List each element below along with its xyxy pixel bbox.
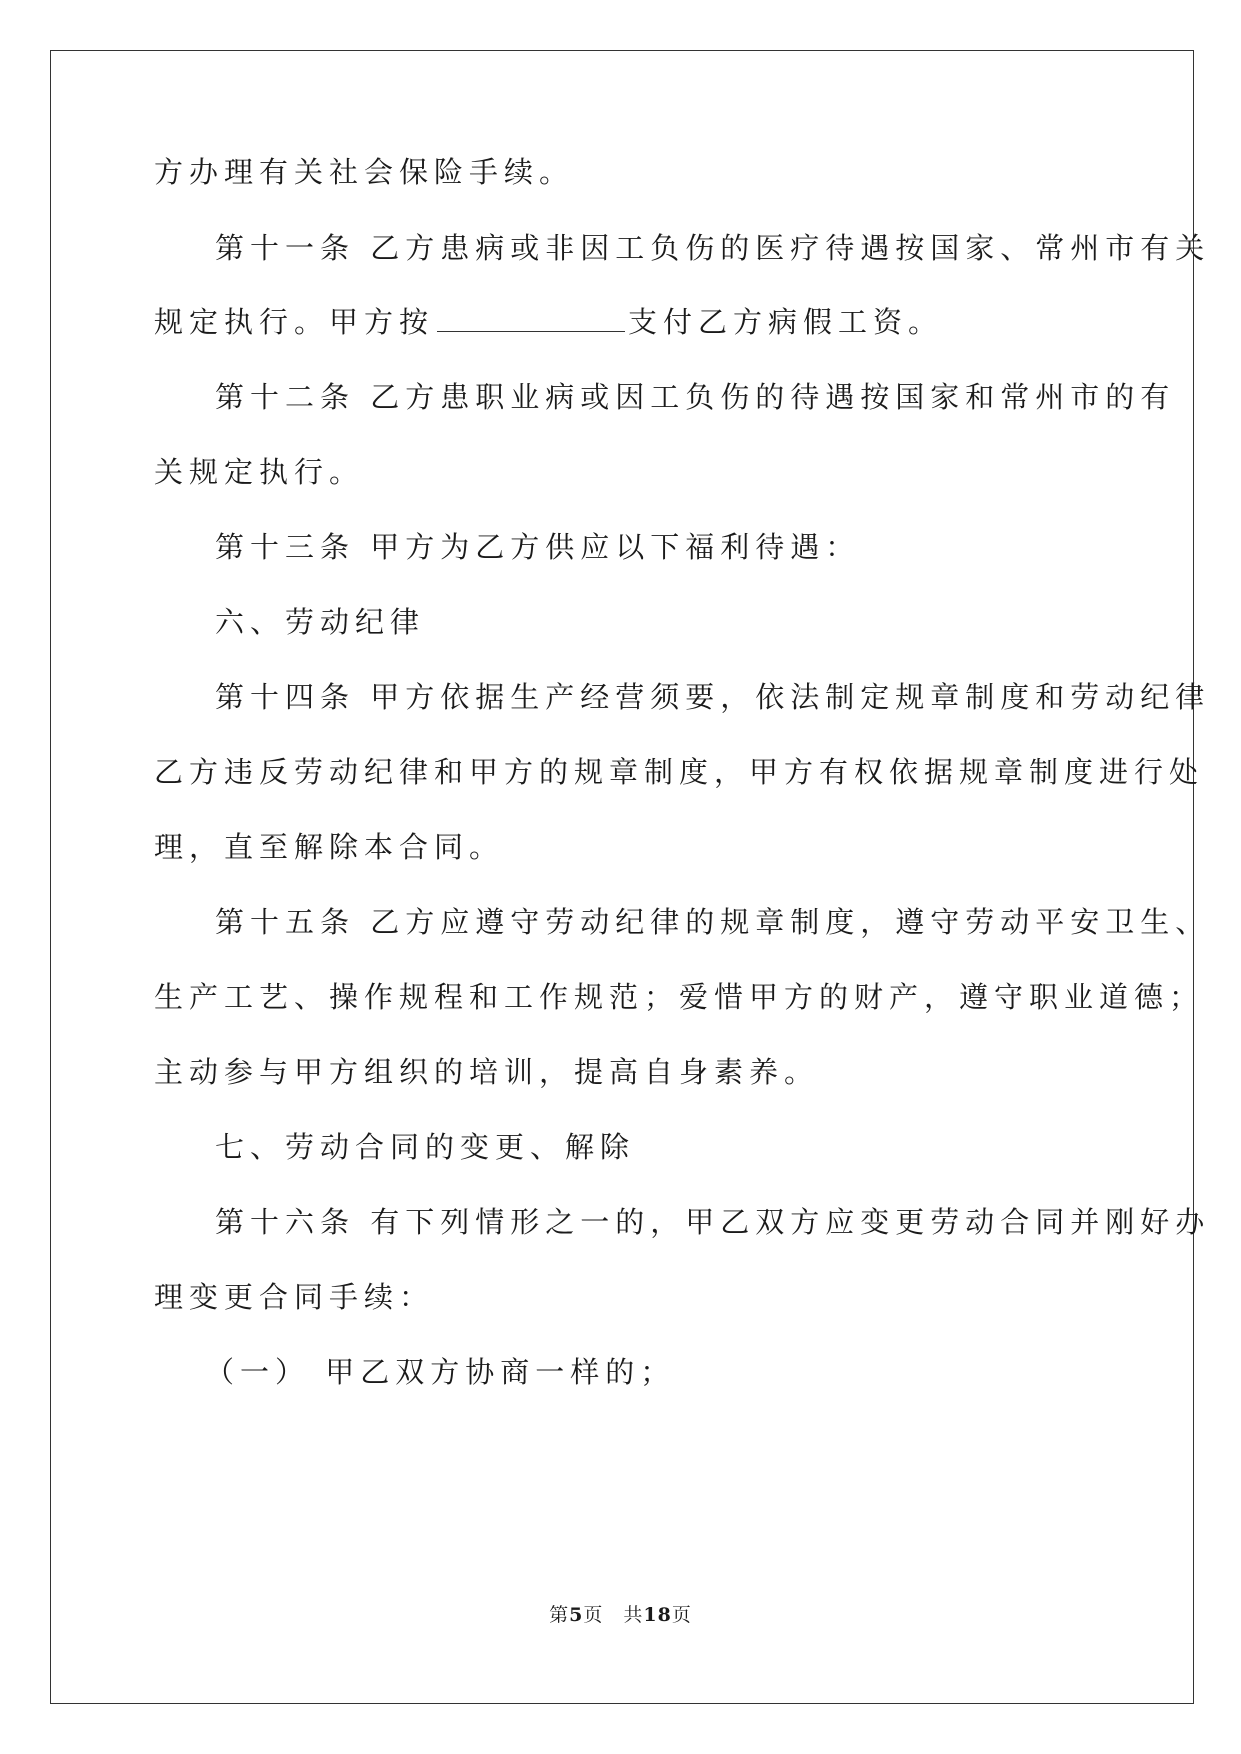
paragraph-line: 生产工艺、操作规程和工作规范；爱惜甲方的财产，遵守职业道德； [154,980,1205,1014]
paragraph-line: 理，直至解除本合同。 [154,830,505,864]
paragraph-line [154,302,943,342]
paragraph-line: 第十六条 有下列情形之一的，甲乙双方应变更劳动合同并刚好办 [215,1205,1211,1239]
paragraph-line: 主动参与甲方组织的培训，提高自身素养。 [154,1055,820,1089]
page-footer [0,1602,1241,1628]
paragraph-line: 第十四条 甲方依据生产经营须要，依法制定规章制度和劳动纪律 [215,680,1211,714]
paragraph-line: 第十三条 甲方为乙方供应以下福利待遇： [215,530,861,564]
paragraph-line: 第十五条 乙方应遵守劳动纪律的规章制度，遵守劳动平安卫生、 [215,905,1211,939]
text-segment: 支付乙方病假工资。 [628,305,944,339]
fill-in-blank [437,305,625,332]
list-item: （一） 甲乙双方协商一样的； [205,1355,676,1389]
footer-prefix: 第 [549,1604,570,1626]
paragraph-line: 第十二条 乙方患职业病或因工负伤的待遇按国家和常州市的有 [215,380,1176,414]
footer-middle: 页 共 [583,1604,644,1626]
paragraph-line: 乙方违反劳动纪律和甲方的规章制度，甲方有权依据规章制度进行处 [154,755,1205,789]
paragraph-line: 关规定执行。 [154,455,365,489]
total-pages: 18 [643,1604,672,1626]
section-heading: 七、劳动合同的变更、解除 [215,1130,636,1164]
section-heading: 六、劳动纪律 [215,605,426,639]
page-number: 5 [569,1604,584,1626]
paragraph-line: 理变更合同手续： [154,1280,435,1314]
page-border [50,50,1194,1704]
paragraph-line: 方办理有关社会保险手续。 [154,155,575,189]
paragraph-line: 第十一条 乙方患病或非因工负伤的医疗待遇按国家、常州市有关 [215,231,1211,265]
text-segment: 规定执行。甲方按 [154,305,435,339]
footer-suffix: 页 [671,1604,692,1626]
